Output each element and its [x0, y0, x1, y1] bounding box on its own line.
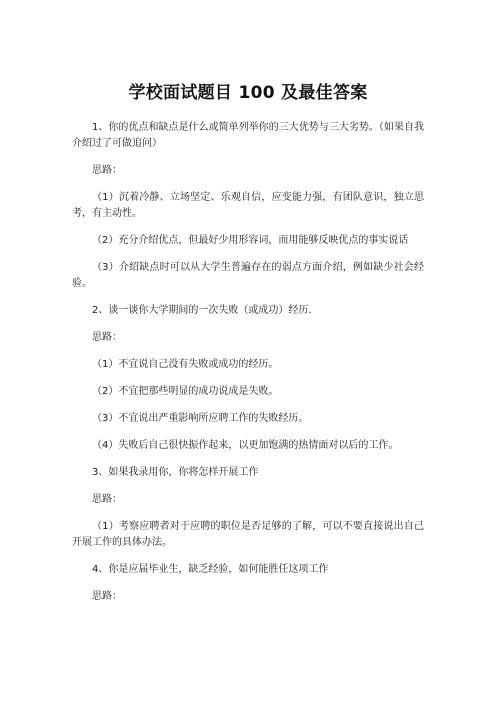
paragraph-q4: 4、你是应届毕业生，缺乏经验，如何能胜任这项工作: [92, 564, 329, 575]
paragraph-q3-point-1: （1）考察应聘者对于应聘的职位是否足够的了解，可以不要直接说出自己开展工作的具体办法。: [72, 521, 424, 548]
document-body: [72, 120, 424, 616]
paragraph-approach-label: 思路：: [92, 494, 122, 505]
paragraph-approach-label: 思路：: [92, 165, 122, 176]
document-title: 学校面试题目 100 及最佳答案: [128, 83, 368, 103]
paragraph-q2-point-4: （4）失败后自己很快振作起来，以更加饱满的热情面对以后的工作。: [92, 440, 399, 451]
paragraph-q2-point-3: （3）不宜说出严重影响所应聘工作的失败经历。: [92, 413, 309, 424]
paragraph-q2: 2、谈一谈你大学期间的一次失败（或成功）经历.: [92, 305, 312, 316]
paragraph-approach-label: 思路：: [92, 591, 122, 602]
paragraph-q2-point-1: （1）不宜说自己没有失败或成功的经历。: [92, 359, 279, 370]
paragraph-q1-point-2: （2）充分介绍优点，但最好少用形容词，而用能够反映优点的事实说话: [92, 235, 409, 246]
paragraph-q1-point-1: （1）沉着冷静、立场坚定、乐观自信，应变能力强，有团队意识，独立思考，有主动性。: [72, 192, 424, 219]
paragraph-q1: 1、你的优点和缺点是什么或简单列举你的三大优势与三大劣势。（如果自我介绍过了可做追问）: [72, 122, 424, 149]
paragraph-q1-point-3: （3）介绍缺点时可以从大学生普遍存在的弱点方面介绍，例如缺少社会经验。: [72, 262, 424, 289]
paragraph-approach-label: 思路：: [92, 332, 122, 343]
paragraph-q2-point-2: （2）不宜把那些明显的成功说成是失败。: [92, 386, 279, 397]
paragraph-q3: 3、如果我录用你，你将怎样开展工作: [92, 467, 259, 478]
